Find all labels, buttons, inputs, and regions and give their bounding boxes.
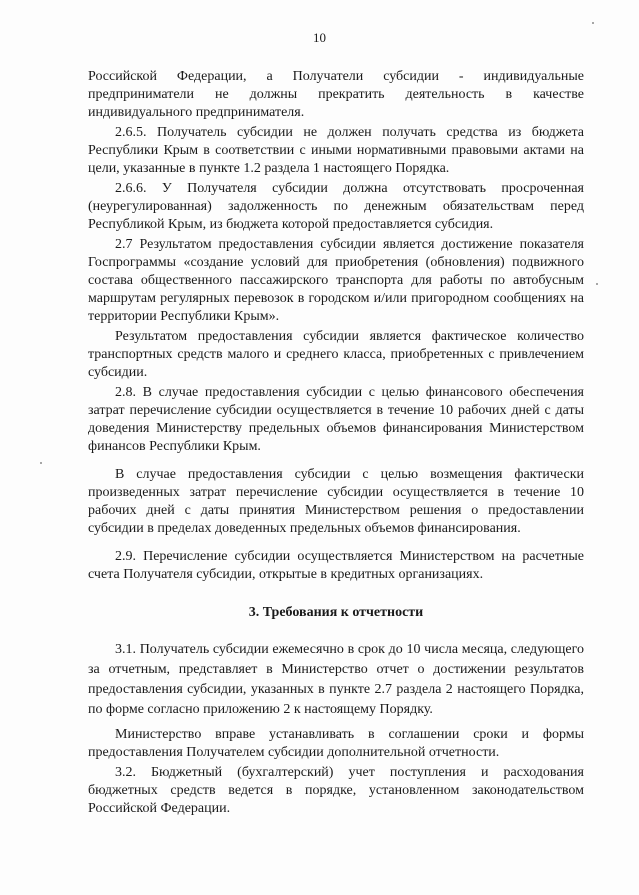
section-heading: 3. Требования к отчетности bbox=[248, 605, 424, 620]
paragraph-2-8: 2.8. В случае предоставления субсидии с целью финансового обеспечения затрат перечисление субсидии осуществляется в течение 10 рабочих дней с даты доведения Министерству предельных объемов финансирования Министерством финансов Республики Крым. bbox=[88, 385, 584, 454]
paragraph-2-7: 2.7 Результатом предоставления субсидии является достижение показателя Госпрограммы «создание условий для приобретения (обновления) подвижного состава общественного пассажирского транспорта для работы по автобусным маршрутам регулярных перевозок в городском и/или пригородном сообщениях на территории Республики Крым». bbox=[88, 237, 584, 324]
paragraph-2-8-compensation: В случае предоставления субсидии с целью возмещения фактически произведенных затрат перечисление субсидии осуществляется в течение 10 рабочих дней с даты принятия Министерством решения о предоставлении субсидии в пределах доведенных предельных объемов финансирования. bbox=[88, 467, 584, 536]
paragraph-2-7-result: Результатом предоставления субсидии является фактическое количество транспортных средств малого и среднего класса, приобретенных с привлечением субсидии. bbox=[88, 329, 584, 380]
scan-speck bbox=[596, 283, 598, 285]
paragraph-2-6-6: 2.6.6. У Получателя субсидии должна отсутствовать просроченная (неурегулированная) задолженность по денежным обязательствам перед Республикой Крым, из бюджета которой предоставляется субсидия. bbox=[88, 181, 584, 232]
paragraph-2-9: 2.9. Перечисление субсидии осуществляется Министерством на расчетные счета Получателя субсидии, открытые в кредитных организациях. bbox=[88, 549, 584, 582]
document-body bbox=[88, 68, 584, 820]
paragraph-2-6-5: 2.6.5. Получатель субсидии не должен получать средства из бюджета Республики Крым в соответствии с иными нормативными правовыми актами на цели, указанные в пункте 1.2 раздела 1 настоящего Порядка. bbox=[88, 125, 584, 176]
page-number: 10 bbox=[313, 30, 326, 45]
paragraph-continuation: Российской Федерации, а Получатели субсидии - индивидуальные предприниматели не должны прекратить деятельность в качестве индивидуального предпринимателя. bbox=[88, 69, 584, 120]
paragraph-3-1-additional: Министерство вправе устанавливать в соглашении сроки и формы предоставления Получателем субсидии дополнительной отчетности. bbox=[88, 727, 584, 760]
scan-speck bbox=[592, 22, 594, 24]
scan-speck bbox=[40, 462, 42, 464]
paragraph-3-1: 3.1. Получатель субсидии ежемесячно в срок до 10 числа месяца, следующего за отчетным, представляет в Министерство отчет о достижении результатов предоставления субсидии, указанных в пункте 2.7 раздела 2 настоящего Порядка, по форме согласно приложению 2 к настоящему Порядку. bbox=[88, 642, 584, 717]
paragraph-3-2: 3.2. Бюджетный (бухгалтерский) учет поступления и расходования бюджетных средств ведется в порядке, установленном законодательством Российской Федерации. bbox=[88, 765, 584, 816]
